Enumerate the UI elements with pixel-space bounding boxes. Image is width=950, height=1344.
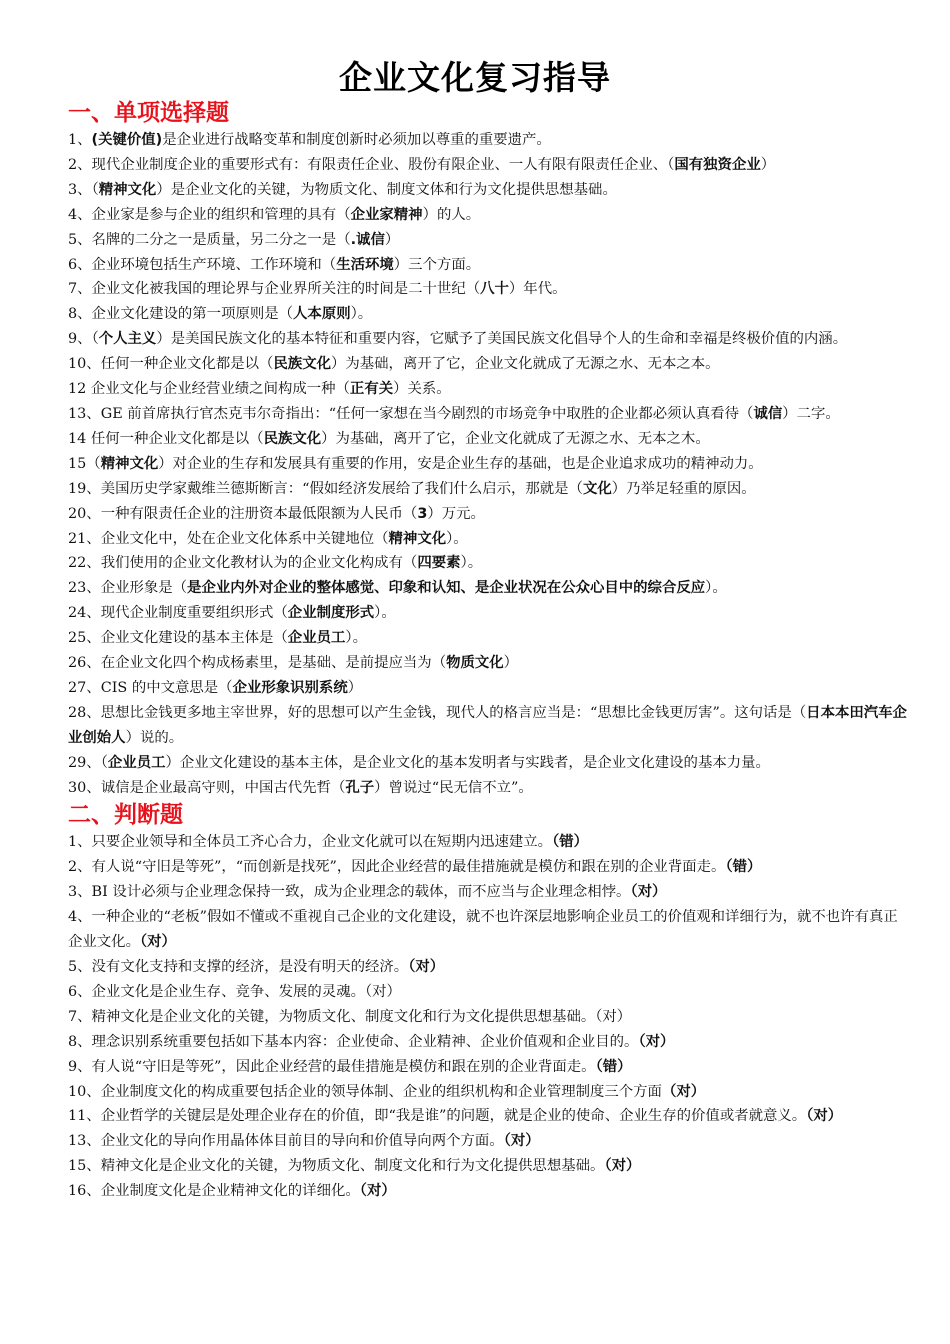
question-text: 3、（ (68, 181, 99, 198)
question-text: ）为基础，离开了它，企业文化就成了无源之水、无本之本。 (330, 356, 720, 373)
answer-text: 精神文化 (388, 530, 447, 547)
answer-text: （错） (595, 1058, 632, 1075)
answer-text: 民族文化 (273, 356, 331, 373)
question-text: ）的人。 (422, 206, 481, 223)
question-text: 20、一种有限责任企业的注册资本最低限额为人民币（ (68, 505, 418, 522)
document-body (68, 98, 908, 1204)
question-item (68, 905, 908, 955)
question-text: ）年代。 (508, 281, 567, 298)
question-text: ）乃举足轻重的原因。 (611, 480, 756, 497)
question-text: 3、BI 设计必须与企业理念保持一致，成为企业理念的载体，而不应当与企业理念相悖。 (68, 884, 631, 901)
question-text: 4、企业家是参与企业的组织和管理的具有（ (68, 206, 351, 223)
question-text: ） (760, 156, 776, 173)
question-text: ） (384, 231, 400, 248)
question-item (68, 228, 908, 253)
answer-text: .诚信 (350, 231, 385, 248)
question-text: ）。 (705, 580, 727, 597)
answer-text: （对） (503, 1133, 540, 1150)
answer-text: （对） (806, 1108, 843, 1125)
question-text: 24、现代企业制度重要组织形式（ (68, 605, 288, 622)
question-text: 15、精神文化是企业文化的关键，为物质文化、制度文化和行为文化提供思想基础。 (68, 1158, 605, 1175)
question-text: ）。 (374, 605, 396, 622)
question-item (68, 751, 908, 776)
answer-text: 3 (417, 505, 428, 522)
question-text: ）为基础，离开了它，企业文化就成了无源之水、无本之木。 (321, 430, 710, 447)
answer-text: （错） (725, 859, 762, 876)
answer-text: 物质文化 (446, 655, 504, 672)
question-text: 25、企业文化建设的基本主体是（ (68, 630, 288, 647)
answer-text: 企业制度形式 (287, 605, 375, 622)
question-text: ）说的。 (125, 729, 184, 746)
question-item (68, 626, 908, 651)
section-heading: 二、判断题 (68, 802, 183, 829)
question-item (68, 1154, 908, 1179)
question-text: 28、思想比金钱更多地主宰世界，好的思想可以产生金钱，现代人的格言应当是：“思想比金钱更厉害”。这句话是（ (68, 704, 807, 721)
question-item (68, 128, 908, 153)
question-text: 21、企业文化中，处在企业文化体系中关键地位（ (68, 530, 389, 547)
answer-text: （对） (359, 1183, 396, 1200)
question-item (68, 1129, 908, 1154)
question-text: ）。 (350, 306, 373, 323)
question-text: ）企业文化建设的基本主体，是企业文化的基本发明者与实践者，是企业文化建设的基本力量。 (165, 754, 770, 771)
section-heading: 一、单项选择题 (68, 100, 229, 126)
question-item (68, 601, 908, 626)
question-text: 14 任何一种企业文化都是以（ (68, 430, 264, 447)
answer-text: （对） (408, 959, 445, 975)
answer-text: （错） (552, 834, 589, 851)
question-text: 7、企业文化被我国的理论界与企业界所关注的时间是二十世纪（ (68, 281, 481, 298)
question-item (68, 955, 908, 980)
question-item (68, 452, 908, 477)
question-text: ） (503, 655, 519, 672)
answer-text: 诚信 (753, 405, 783, 422)
answer-text: 国有独资企业 (674, 156, 761, 173)
question-item (68, 352, 908, 377)
question-item (68, 502, 908, 527)
question-item (68, 1104, 908, 1129)
question-item (68, 880, 908, 905)
question-text: ）。 (345, 630, 367, 647)
question-text: 16、企业制度文化是企业精神文化的详细化。 (68, 1183, 360, 1200)
question-text: 4、一种企业的“老板”假如不懂或不重视自己企业的文化建设，就不也许深层地影响企业员工的价值观和详细行为，就不也许有真正企业文化。 (68, 909, 898, 951)
question-text: 5、名牌的二分之一是质量，另二分之一是（ (68, 231, 351, 248)
question-text: 26、在企业文化四个构成杨素里，是基础、是前提应当为（ (68, 655, 447, 672)
answer-text: （对） (638, 1033, 675, 1050)
question-text: ）是企业文化的关键，为物质文化、制度文体和行为文化提供思想基础。 (156, 181, 617, 198)
question-text: 13、GE 前首席执行官杰克韦尔奇指出：“任何一家想在当今剧烈的市场竞争中取胜的企业都必须认真看待（ (68, 405, 754, 422)
answer-text: （对） (139, 934, 176, 951)
question-item (68, 651, 908, 676)
question-item (68, 477, 908, 502)
answer-text: 八十 (480, 281, 509, 298)
answer-text: 民族文化 (263, 430, 322, 447)
answer-text: （对） (661, 1083, 706, 1100)
question-item (68, 327, 908, 352)
question-item (68, 701, 908, 751)
question-item (68, 253, 908, 278)
question-item (68, 178, 908, 203)
question-item (68, 1179, 908, 1204)
question-text: ）曾说过“民无信不立”。 (374, 779, 533, 796)
question-item (68, 402, 908, 427)
question-text: 10、任何一种企业文化都是以（ (68, 356, 274, 373)
question-text: 11、企业哲学的关键层是处理企业存在的价值，即“我是谁”的问题，就是企业的使命、企业生存的价值或者就意义。 (68, 1108, 807, 1125)
question-text: 10、企业制度文化的构成重要包括企业的领导体制、企业的组织机构和企业管理制度三个方面 (68, 1083, 662, 1100)
question-text: 29、（ (68, 754, 108, 771)
question-text: 8、理念识别系统重要包括如下基本内容：企业使命、企业精神、企业价值观和企业目的。 (68, 1033, 639, 1050)
answer-text: (关键价值) (91, 132, 163, 148)
question-text: 2、有人说“守旧是等死”，“而创新是找死”，因此企业经营的最佳措施就是模仿和跟在别的企业背面走。 (68, 859, 726, 876)
question-text: 6、企业文化是企业生存、竞争、发展的灵魂。（对） (68, 983, 401, 1000)
answer-text: 文化 (582, 480, 612, 497)
question-item (68, 1005, 908, 1030)
answer-text: 企业员工 (287, 630, 346, 647)
question-item (68, 1055, 908, 1080)
question-text: 13、企业文化的导向作用晶体体目前目的导向和价值导向两个方面。 (68, 1133, 504, 1150)
question-text: ） (347, 679, 363, 696)
answer-text: （对） (604, 1158, 641, 1175)
question-text: 30、诚信是企业最高守则，中国古代先哲（ (68, 779, 346, 796)
answer-text: 企业形象识别系统 (232, 679, 348, 696)
question-item (68, 551, 908, 576)
question-text: 5、没有文化支持和支撑的经济，是没有明天的经济。 (68, 959, 409, 975)
question-item (68, 855, 908, 880)
answer-text: 四要素 (417, 555, 461, 572)
answer-text: 日本本田汽车企业创始人 (68, 704, 907, 746)
answer-text: 精神文化 (98, 181, 157, 198)
answer-text: 精神文化 (100, 455, 159, 472)
question-item (68, 1080, 908, 1105)
question-item (68, 203, 908, 228)
question-item (68, 980, 908, 1005)
question-item (68, 776, 908, 801)
question-text: ）。 (460, 555, 483, 572)
question-text: 6、企业环境包括生产环境、工作环境和（ (68, 256, 337, 273)
question-text: ）关系。 (393, 381, 451, 398)
question-text: 8、企业文化建设的第一项原则是（ (68, 306, 294, 323)
answer-text: 孔子 (345, 779, 375, 796)
question-item (68, 830, 908, 855)
question-text: 是企业进行战略变革和制度创新时必须加以尊重的重要遗产。 (162, 132, 551, 148)
question-item (68, 576, 908, 601)
question-text: 9、（ (68, 331, 99, 348)
answer-text: 生活环境 (336, 256, 394, 273)
question-text: 22、我们使用的企业文化教材认为的企业文化构成有（ (68, 555, 418, 572)
question-item (68, 377, 908, 402)
question-text: ）万元。 (427, 505, 485, 522)
document-title: 企业文化复习指导 (339, 58, 611, 97)
question-item (68, 153, 908, 178)
answer-text: 正有关 (349, 381, 394, 398)
question-text: ）对企业的生存和发展具有重要的作用，安是企业生存的基础，也是企业追求成功的精神动力。 (158, 455, 763, 472)
answer-text: 企业家精神 (350, 206, 423, 223)
answer-text: 企业员工 (107, 754, 166, 771)
question-text: 12 企业文化与企业经营业绩之间构成一种（ (68, 381, 350, 398)
question-text: 9、有人说“守旧是等死”，因此企业经营的最佳措施是模仿和跟在别的企业背面走。 (68, 1058, 596, 1075)
question-text: 23、企业形象是（ (68, 580, 188, 597)
question-text: 27、CIS 的中文意思是（ (68, 679, 233, 696)
question-item (68, 427, 908, 452)
question-text: ）是美国民族文化的基本特征和重要内容，它赋予了美国民族文化倡导个人的生命和幸福是终极价值的内涵。 (156, 331, 848, 348)
question-text: ）二字。 (782, 405, 840, 422)
question-item (68, 302, 908, 327)
question-item (68, 676, 908, 701)
question-text: 7、精神文化是企业文化的关键，为物质文化、制度文化和行为文化提供思想基础。（对） (68, 1008, 632, 1025)
question-text: 15（ (68, 455, 101, 472)
question-text: ）三个方面。 (393, 256, 481, 273)
question-text: 2、现代企业制度企业的重要形式有：有限责任企业、股份有限企业、一人有限有限责任企业、（ (68, 156, 675, 173)
question-text: 19、美国历史学家戴维兰德斯断言：“假如经济发展给了我们什么启示，那就是（ (68, 480, 583, 497)
question-item (68, 1030, 908, 1055)
question-text: 1、只要企业领导和全体员工齐心合力，企业文化就可以在短期内迅速建立。 (68, 834, 553, 851)
answer-text: （对） (630, 884, 667, 901)
answer-text: 人本原则 (293, 306, 351, 323)
answer-text: 个人主义 (98, 331, 157, 348)
question-item (68, 527, 908, 552)
question-text: 1、 (68, 132, 92, 148)
question-text: ）。 (446, 530, 468, 547)
question-item (68, 277, 908, 302)
answer-text: 是企业内外对企业的整体感觉、印象和认知、是企业状况在公众心目中的综合反应 (187, 580, 706, 597)
